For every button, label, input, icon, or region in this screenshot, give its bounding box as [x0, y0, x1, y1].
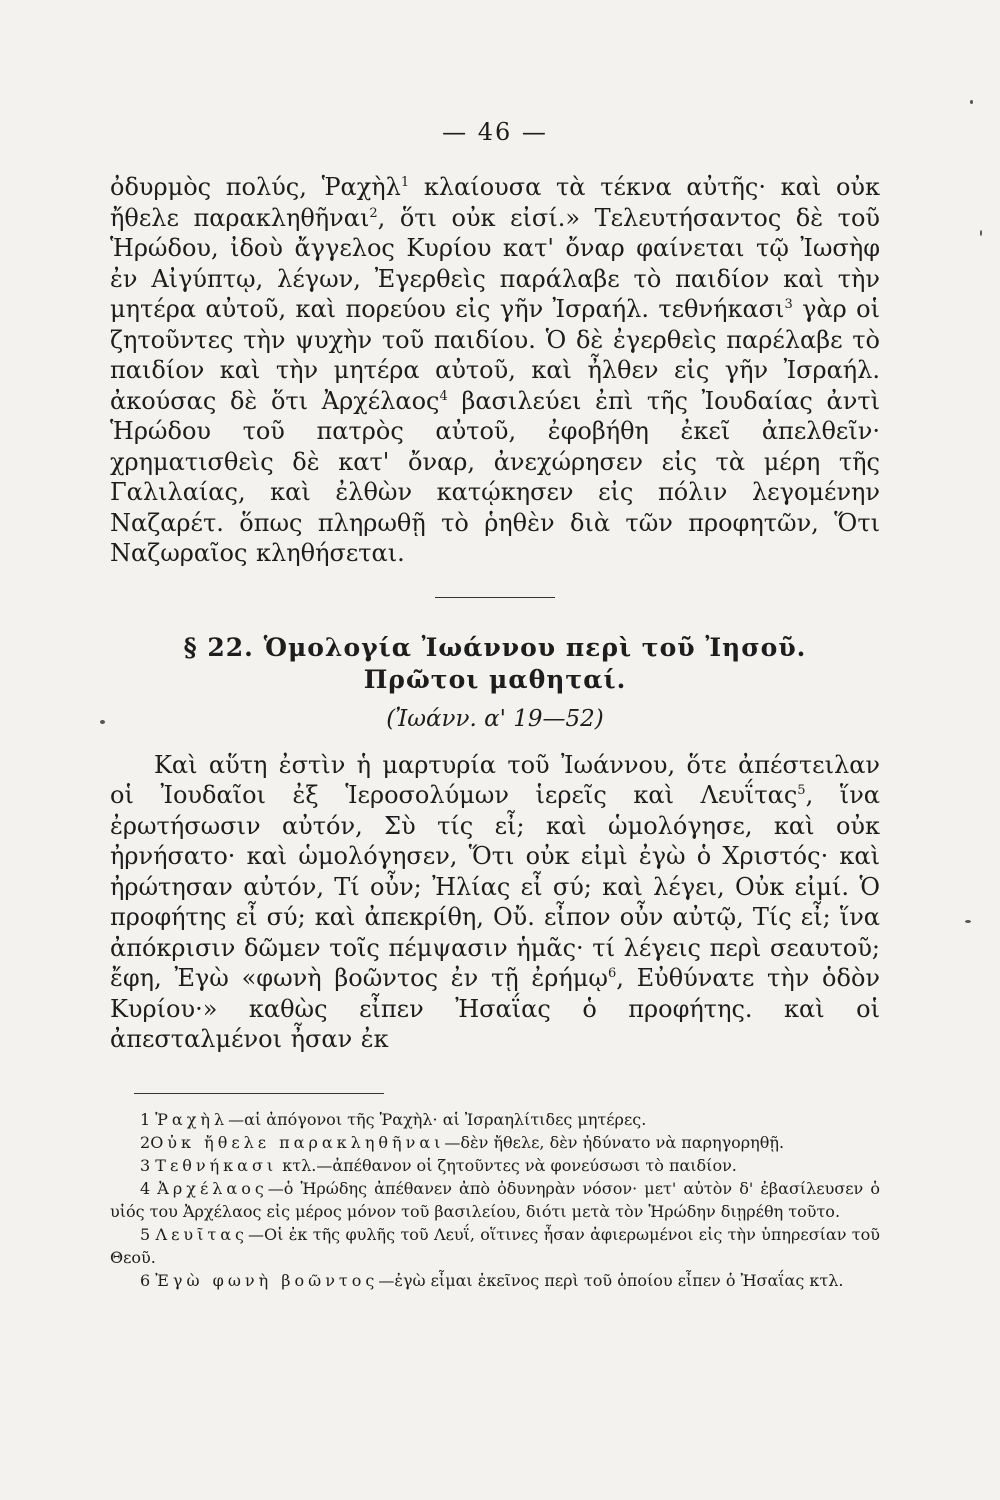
footnote-term: Ῥαχὴλ [155, 1109, 229, 1129]
footnote-text: —ἐγὼ εἶμαι ἐκεῖνος περὶ τοῦ ὁποίου εἶπεν ὁ Ἠσαΐας κτλ. [378, 1270, 844, 1290]
main-text [110, 172, 880, 1055]
text-run: , ἵνα ἐρωτήσωσιν αὐτόν, Σὺ τίς εἶ; καὶ ὡμολόγησε, καὶ οὐκ ἠρνήσατο· καὶ ὡμολόγησεν, Ὅτι οὐκ εἰμὶ ἐγὼ ὁ Χριστός· καὶ ἠρώτησαν αὐτόν, Τί οὖν; Ἠλίας εἶ σύ; καὶ λέγει, Οὐκ εἰμί. Ὁ προφήτης εἶ σύ; καὶ ἀπεκρίθη, Οὔ. εἶπον οὖν αὐτῷ, Τίς εἶ; ἵνα ἀπόκρισιν δῶμεν τοῖς πέμψασιν ἡμᾶς· τί λέγεις περὶ σεαυτοῦ; ἔφη, Ἐγὼ «φωνὴ βοῶντος ἐν τῇ ἐρήμῳ [110, 781, 881, 992]
page-number: — 46 — [442, 118, 548, 146]
footnote-1 [110, 1108, 880, 1131]
footnote-4 [110, 1177, 880, 1223]
footnote-text: —αἱ ἀπόγονοι τῆς Ῥαχὴλ· αἱ Ἰσραηλίτιδες μητέρες. [228, 1109, 647, 1129]
footnote-number: 1 [140, 1109, 156, 1129]
section-heading [110, 632, 880, 696]
footnote-number: 6 [140, 1270, 156, 1290]
footnotes [110, 1108, 880, 1292]
text-run: βασιλεύει ἐπὶ τῆς Ἰουδαίας ἀντὶ Ἡρώδου τοῦ πατρὸς αὐτοῦ, ἐφοβήθη ἐκεῖ ἀπελθεῖν· χρηματισθεὶς δὲ κατ' ὄναρ, ἀνεχώρησεν εἰς τὰ μέρη τῆς Γαλιλαίας, καὶ ἐλθὼν κατῴκησεν εἰς πόλιν λεγομένην Ναζαρέτ. ὅπως πληρωθῇ τὸ ῥηθὲν διὰ τῶν προφητῶν, Ὅτι Ναζωραῖος κληθήσεται. [110, 386, 881, 567]
footnote-text: —Οἱ ἐκ τῆς φυλῆς τοῦ Λευΐ, οἵτινες ἦσαν ἀφιερωμένοι εἰς τὴν ὑπηρεσίαν τοῦ Θεοῦ. [110, 1224, 881, 1267]
footnote-term: Τεθνήκασι [155, 1155, 278, 1175]
footnote-text: —δὲν ἤθελε, δὲν ἠδύνατο νὰ παρηγορηθῇ. [444, 1132, 785, 1152]
section-divider [435, 597, 555, 598]
footnote-number: 3 [140, 1155, 156, 1175]
footnote-ref: 3 [784, 297, 793, 312]
footnote-5 [110, 1223, 880, 1269]
footnote-number: 2 [140, 1132, 151, 1152]
footnote-text: —ὁ Ἡρώδης ἀπέθανεν ἀπὸ ὀδυνηρὰν νόσον· μετ' αὐτὸν δ' ἐβασίλευσεν ὁ υἱός του Ἀρχέλαος εἰς μέρος μόνον τοῦ βασιλείου, διότι μετὰ τὸν Ἡρώδην διῃρέθη τοῦτο. [110, 1178, 881, 1221]
footnote-term: Οὐκ ἤθελε παρακληθῆναι [150, 1132, 445, 1152]
footnote-ref: 1 [400, 175, 410, 190]
text-run: Καὶ αὕτη ἐστὶν ἡ μαρτυρία τοῦ Ἰωάννου, ὅτε ἀπέστειλαν οἱ Ἰουδαῖοι ἐξ Ἱεροσολύμων ἱερεῖς καὶ Λευΐτας [110, 750, 880, 809]
paper-speck [100, 720, 105, 724]
section-title-line2: Πρῶτοι μαθηταί. [363, 664, 627, 694]
paper-speck [965, 920, 971, 923]
paragraph-1 [110, 172, 880, 569]
paper-speck [980, 230, 982, 236]
footnote-ref: 5 [797, 783, 806, 798]
footnote-text: κτλ.—ἀπέθανον οἱ ζητοῦντες νὰ φονεύσωσι τὸ παιδίον. [277, 1155, 737, 1175]
footnote-term: Ἀρχέλαος [157, 1178, 268, 1198]
footnote-ref: 2 [369, 205, 378, 221]
footnote-term: Ἐγὼ φωνὴ βοῶντος [155, 1270, 379, 1290]
footnote-6 [110, 1269, 880, 1292]
text-run: ὀδυρμὸς πολύς, Ῥαχὴλ [110, 173, 401, 201]
footnote-number: 5 [140, 1224, 156, 1244]
section-number: § 22. [183, 632, 254, 662]
footnote-2 [110, 1131, 880, 1154]
section-reference: (Ἰωάνν. α' 19—52) [386, 705, 604, 732]
footnote-3 [110, 1154, 880, 1177]
footnote-divider [134, 1093, 384, 1094]
paper-speck [970, 100, 973, 104]
section-title-line1: Ὁμολογία Ἰωάννου περὶ τοῦ Ἰησοῦ. [263, 632, 807, 662]
text-run: , Εὐθύνατε τὴν ὁδὸν Κυρίου·» καθὼς εἶπεν Ἠσαΐας ὁ προφήτης. καὶ οἱ ἀπεσταλμένοι ἦσαν ἐκ [110, 964, 880, 1053]
footnote-term: Λευῖτας [155, 1224, 249, 1244]
paragraph-2 [110, 750, 880, 1055]
text-run: γὰρ οἱ ζητοῦντες τὴν ψυχὴν τοῦ παιδίου. Ὁ δὲ ἐγερθεὶς παρέλαβε τὸ παιδίον καὶ τὴν μητέρα αὐτοῦ, καὶ ἦλθεν εἰς γῆν Ἰσραήλ. ἀκούσας δὲ ὅτι Ἀρχέλαος [110, 295, 880, 415]
text-run: , ὅτι οὐκ εἰσί.» Τελευτήσαντος δὲ τοῦ Ἡρώδου, ἰδοὺ ἄγγελος Κυρίου κατ' ὄναρ φαίνεται τῷ Ἰωσὴφ ἐν Αἰγύπτῳ, λέγων, Ἐγερθεὶς παράλαβε τὸ παιδίον καὶ τὴν μητέρα αὐτοῦ, καὶ πορεύου εἰς γῆν Ἰσραήλ. τεθνήκασι [110, 203, 880, 323]
footnote-number: 4 [140, 1178, 158, 1198]
text-run: κλαίουσα τὰ τέκνα αὐτῆς· καὶ οὐκ ἤθελε παρακληθῆναι [110, 173, 880, 232]
footnote-ref: 6 [607, 966, 617, 981]
footnote-ref: 4 [439, 388, 448, 404]
